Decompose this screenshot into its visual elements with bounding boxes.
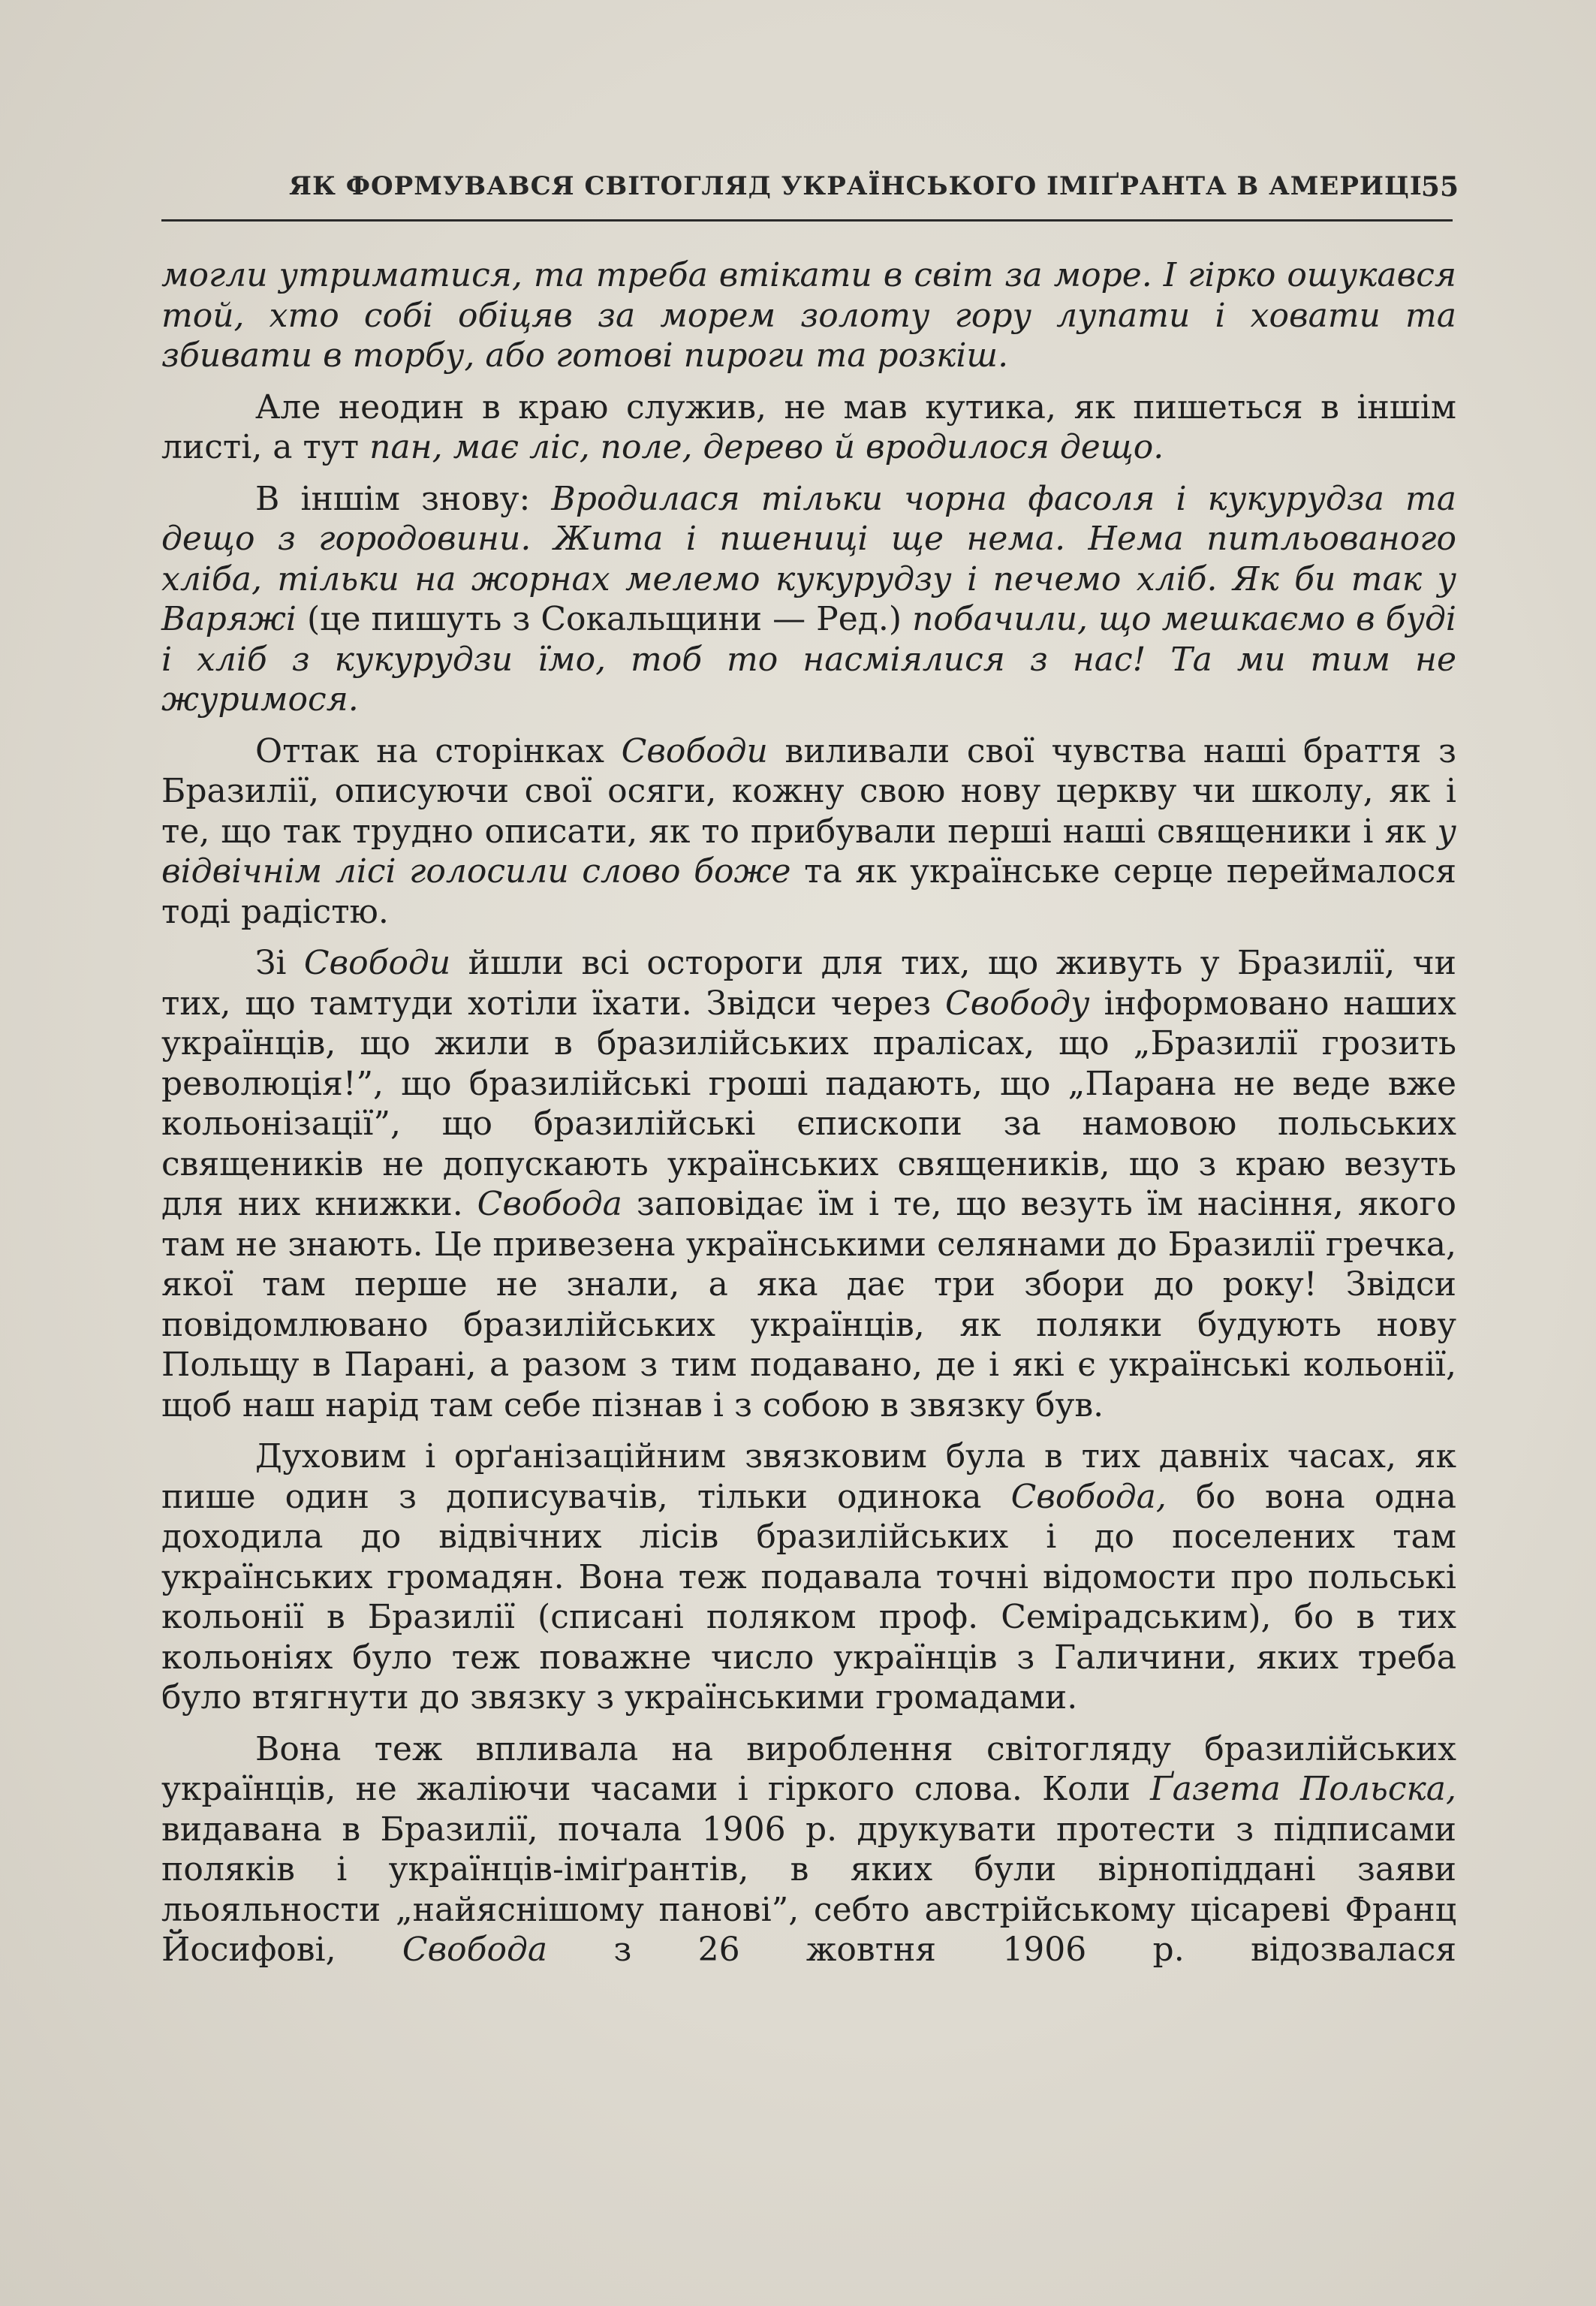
italic-text: Свобода — [402, 1931, 548, 1969]
italic-text: Вродилася тільки чорна фасоля і кукурудза та дещо з городовини. Жита і пшениці ще нема. Нема питльованого хліба, тільки на жорнах мелемо кукурудзу і печемо хліб. Як би так у Варяжі — [161, 479, 1456, 638]
italic-text: Свобода — [477, 1185, 622, 1223]
paragraph-4 — [161, 731, 1456, 933]
text-run: видавана в Бразилії, почала 1906 р. друкувати протести з підписами поляків і українців-іміґрантів, в яких були вірнопіддані заяви льояльности „найяснішому панові”, себто австрійському цісареві Франц Йосифові, — [161, 1810, 1456, 1969]
running-header — [161, 167, 1459, 222]
text-run: з 26 жовтня 1906 р. відозвалася — [547, 1931, 1456, 1969]
italic-text: пан, має ліс, поле, дерево й вродилося дещо. — [369, 428, 1164, 466]
text-run: (це пишуть з Сокальщини — Ред.) — [296, 600, 913, 638]
text-run: інформовано наших українців, що жили в бразилійських пралісах, що „Бразилії грозить революція!”, що бразилійські гроші падають, що „Парана не веде вже кольонізації”, що бразилійські єпископи за намовою польських священиків не допускають українських священиків, що з краю везуть для них книжки. — [161, 984, 1456, 1223]
text-run: Зі — [255, 944, 304, 982]
text-run: Але неодин в краю служив, не мав кутика, як пишеться в іншім листі, а тут — [161, 387, 1456, 466]
text-run: Духовим і орґанізаційним звязковим була в тих давніх часах, як пише один з дописувачів, тільки одинока — [161, 1437, 1456, 1516]
paragraph-1 — [161, 255, 1456, 376]
text-run: виливали свої чувства наші браття з Бразилії, описуючи свої осяги, кожну свою нову церкву чи школу, як і те, що так трудно описати, як то прибували перші наші священики і як — [161, 731, 1456, 851]
running-title: ЯК ФОРМУВАВСЯ СВІТОГЛЯД УКРАЇНСЬКОГО ІМІҐРАНТА В АМЕРИЦІ — [289, 171, 1423, 201]
body-text — [161, 255, 1456, 1982]
text-run: заповідає їм і те, що везуть їм насіння, якого там не знають. Це привезена українськими селянами до Бразилії гречка, якої там перше не знали, а яка дає три збори до року! Звідси повідомлювано бразилійських українців, як поляки будують нову Польщу в Парані, а разом з тим подавано, де і які є українські кольонії, щоб наш нарід там себе пізнав і з собою в звязку був. — [161, 1185, 1457, 1424]
text-run: бо вона одна доходила до відвічних лісів бразилійських і до поселених там українських громадян. Вона теж подавала точні відомости про польські кольонії в Бразилії (списані поляком проф. Семірадським), бо в тих кольоніях було теж поважне число українців з Галичини, яких треба було втягнути до звязку з українськими громадами. — [161, 1477, 1456, 1717]
italic-text: Свободи — [303, 944, 451, 982]
paragraph-3 — [161, 479, 1456, 720]
text-run: Оттак на сторінках — [255, 731, 622, 770]
italic-text: Свободи — [621, 731, 768, 770]
italic-text: Ґазета Польска, — [1150, 1770, 1456, 1808]
text-run: Вона теж впливала на вироблення світогляду бразилійських українців, не жаліючи часами і гіркого слова. Коли — [161, 1729, 1456, 1808]
italic-text: побачили, що мешкаємо в буді і хліб з кукурудзи їмо, тоб то насміялися з нас! Та ми тим не журимося. — [161, 600, 1456, 719]
italic-text: у відвічнім лісі голосили слово боже — [161, 812, 1456, 891]
paragraph-5 — [161, 943, 1456, 1425]
page-number: 55 — [1420, 171, 1459, 203]
text-run: йшли всі остороги для тих, що живуть у Бразилії, чи тих, що тамтуди хотіли їхати. Звідси через — [161, 944, 1456, 1023]
text-run: та як українське серце переймалося тоді радістю. — [161, 852, 1456, 931]
italic-text: Свобода, — [1010, 1477, 1167, 1516]
text-run: В іншім знову: — [255, 479, 552, 518]
italic-text: Свободу — [945, 984, 1090, 1023]
paragraph-2 — [161, 387, 1456, 468]
paragraph-7 — [161, 1729, 1456, 1970]
italic-text: могли утриматися, та треба втікати в світ за море. І гірко ошукався той, хто собі обіцяв за морем золоту гору лупати і ховати та збивати в торбу, або готові пироги та розкіш. — [161, 256, 1456, 375]
paragraph-6 — [161, 1436, 1456, 1718]
